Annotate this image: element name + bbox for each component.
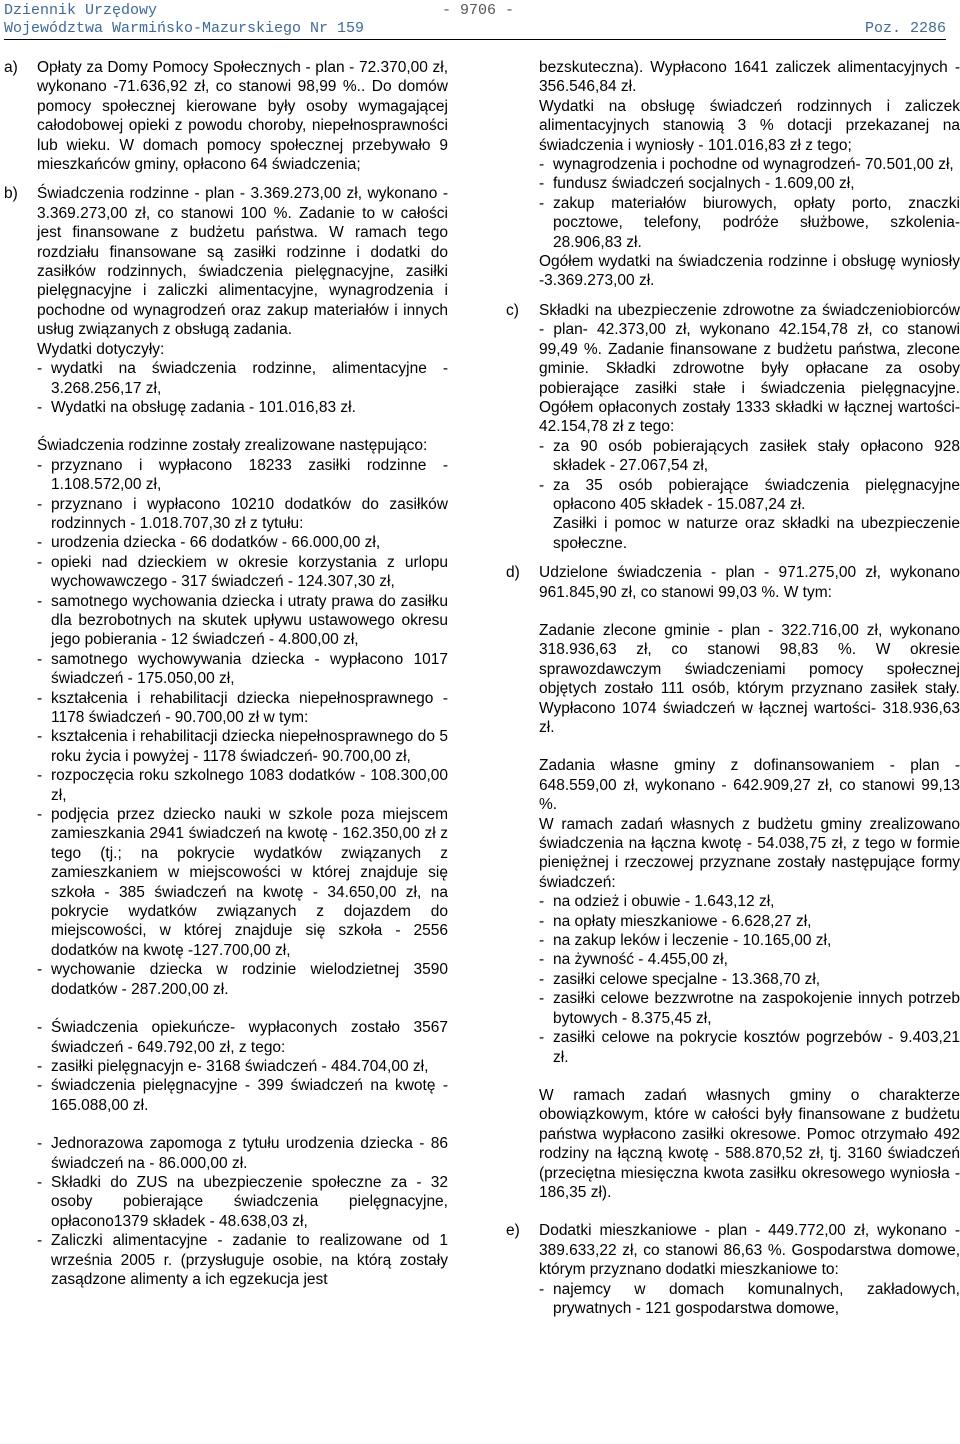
item-label: c) xyxy=(506,301,519,319)
list-item: - wydatki na świadczenia rodzinne, alimentacyjne - 3.268.256,17 zł, xyxy=(37,360,448,397)
list-item: - za 35 osób pobierające świadczenia pielęgnacyjne opłacono 405 składek - 15.087,24 zł. xyxy=(539,476,960,513)
list-item: - wychowanie dziecka w rodzinie wielodzietnej 3590 dodatków - 287.200,00 zł. xyxy=(37,961,448,998)
list-item: - na opłaty mieszkaniowe - 6.628,27 zł, xyxy=(539,912,812,930)
list-item: - opieki nad dzieckiem w okresie korzystania z urlopu wychowawczego - 317 świadczeń - 124.307,30 zł, xyxy=(37,553,448,591)
item-d xyxy=(506,563,960,602)
list-item: - Składki do ZUS na ubezpieczenie społeczne za - 32 osoby pobierające świadczenia pielęgnacyjne, opłacono1379 składek - 48.638,03 zł, xyxy=(37,1173,448,1230)
list-item: - na zakup leków i leczenie - 10.165,00 zł, xyxy=(539,932,832,950)
list-item: - za 90 osób pobierających zasiłek stały opłacono 928 składek - 27.067,54 zł, xyxy=(539,437,960,475)
list-item: - na odzież i obuwie - 1.643,12 zł, xyxy=(539,893,775,911)
list-item: - zasiłki celowe na pokrycie kosztów pogrzebów - 9.403,21 zł. xyxy=(539,1029,960,1066)
list-item: - Wydatki na obsługę zadania - 101.016,83 zł. xyxy=(37,398,356,416)
list-item: - Jednorazowa zapomoga z tytułu urodzenia dziecka - 86 świadczeń na - 86.000,00 zł. xyxy=(37,1135,448,1172)
journal-title: Dziennik Urzędowy xyxy=(4,2,158,19)
item-a xyxy=(4,58,448,174)
list-item: - zakup materiałów biurowych, opłaty porto, znaczki pocztowe, telefony, podróże służbowe, szkolenia- 28.906,83 zł. xyxy=(539,194,960,251)
list-item: - Świadczenia opiekuńcze- wypłaconych zostało 3567 świadczeń - 649.792,00 zł, z tego: xyxy=(37,1019,448,1056)
left-column xyxy=(4,58,448,1289)
paragraph: Ogółem wydatki na świadczenia rodzinne i obsługę wyniosły -3.369.273,00 zł. xyxy=(539,253,960,290)
item-text: Składki na ubezpieczenie zdrowotne za świadczeniobiorców - plan- 42.373,00 zł, wykonano 42.154,78 zł, co stanowi 99,49 %. Zadanie finansowane z budżetu państwa, zlecone gminie. Składki zdrowotne były opłacane za osoby pobierające zasiłki stałe i świadczenia pielęgnacyjne. Ogółem opłaconych zostały 1333 składki w łącznej wartości- 42.154,78 zł z tego: xyxy=(539,301,960,436)
paragraph: Wydatki dotyczyły: xyxy=(37,340,165,358)
position-number: Poz. 2286 xyxy=(864,20,946,37)
paragraph: Zadania własne gminy z dofinansowaniem - plan - 648.559,00 zł, wykonano - 642.909,27 zł, co stanowi 99,13 %. xyxy=(539,757,960,814)
list-item: - samotnego wychowywania dziecka - wypłacono 1017 świadczeń - 175.050,00 zł, xyxy=(37,650,448,688)
item-label: b) xyxy=(4,185,18,203)
item-e xyxy=(506,1221,960,1279)
list-item: - fundusz świadczeń socjalnych - 1.609,00 zł, xyxy=(539,175,855,193)
page-number: - 9706 - xyxy=(442,2,515,19)
paragraph: Zadanie zlecone gminie - plan - 322.716,00 zł, wykonano 318.936,63 zł, co stanowi 98,83 %. W okresie sprawozdawczym świadczeniami pomocy społecznej objętych zostało 111 osób, którym przyznano zasiłek stały. Wypłacono 1074 świadczeń w łącznej wartości- 318.936,63 zł. xyxy=(539,621,960,736)
right-column xyxy=(506,58,960,1318)
item-b xyxy=(4,184,448,339)
list-item: - kształcenia i rehabilitacji dziecka niepełnosprawnego - 1178 świadczeń - 90.700,00 zł w tym: xyxy=(37,689,448,726)
page-header xyxy=(0,0,960,40)
item-label: e) xyxy=(506,1222,520,1240)
item-text: Świadczenia rodzinne - plan - 3.369.273,00 zł, wykonano - 3.369.273,00 zł, co stanowi 100 %. Zadanie to w całości jest finansowane z budżetu państwa. W ramach tego rozdziału finansowane są zasiłki rodzinne i dodatki do zasiłków rodzinnych, świadczenia pielęgnacyjne, zasiłki pielęgnacyjne i zaliczki alimentacyjne, wynagrodzenia i pochodne od wynagrodzeń oraz zakup materiałów i innych usług związanych z obsługą zadania. xyxy=(37,185,448,339)
header-divider xyxy=(4,39,946,40)
item-label: d) xyxy=(506,564,520,582)
item-c xyxy=(506,301,960,437)
paragraph: bezskuteczna). Wypłacono 1641 zaliczek alimentacyjnych - 356.546,84 zł. xyxy=(539,59,960,96)
list-item: - przyznano i wypłacono 10210 dodatków do zasiłków rodzinnych - 1.018.707,30 zł z tytułu: xyxy=(37,495,448,532)
paragraph: W ramach zadań własnych gminy o charakterze obowiązkowym, które w całości były finansowane z budżetu państwa wypłacono zasiłki okresowe. Pomoc otrzymało 492 rodziny na łączną kwotę - 588.870,52 zł, tj. 3160 świadczeń (przeciętna miesięczna kwota zasiłku okresowego wyniosła - 186,35 zł). xyxy=(539,1086,960,1201)
list-item: - zasiłki pielęgnacyjn e- 3168 świadczeń - 484.704,00 zł, xyxy=(37,1057,429,1075)
paragraph: Świadczenia rodzinne zostały zrealizowane następująco: xyxy=(37,437,428,455)
list-item: Zasiłki i pomoc w naturze oraz składki na ubezpieczenie społeczne. xyxy=(553,515,960,552)
item-label: a) xyxy=(4,59,18,76)
list-item: - świadczenia pielęgnacyjne - 399 świadczeń na kwotę - 165.088,00 zł. xyxy=(37,1077,448,1114)
list-item: - przyznano i wypłacono 18233 zasiłki rodzinne - 1.108.572,00 zł, xyxy=(37,456,448,494)
item-text: Dodatki mieszkaniowe - plan - 449.772,00 zł, wykonano - 389.633,22 zł, co stanowi 86,63 %. Gospodarstwa domowe, którym przyznano dodatki mieszkaniowe to: xyxy=(539,1222,960,1279)
list-item: - zasiłki celowe bezzwrotne na zaspokojenie innych potrzeb bytowych - 8.375,45 zł, xyxy=(539,990,960,1027)
list-item: - samotnego wychowania dziecka i utraty prawa do zasiłku dla bezrobotnych na skutek upływu ustawowego okresu jego pobierania - 12 świadczeń - 4.800,00 zł, xyxy=(37,592,448,649)
list-item: - rozpoczęcia roku szkolnego 1083 dodatków - 108.300,00 zł, xyxy=(37,767,448,804)
item-text: Opłaty za Domy Pomocy Społecznych - plan - 72.370,00 zł, wykonano -71.636,92 zł, co stanowi 98,99 %.. Do domów pomocy społecznej kierowane były osoby wymagającej całodobowej opieki z powodu choroby, niepełnosprawności lub wieku. W domach pomocy społecznej przebywało 9 mieszkańców gminy, opłacono 64 świadczenia; xyxy=(37,59,448,174)
list-item: - najemcy w domach komunalnych, zakładowych, prywatnych - 121 gospodarstwa domowe, xyxy=(539,1280,960,1317)
list-item: - na żywność - 4.455,00 zł, xyxy=(539,951,728,969)
list-item: - podjęcia przez dziecko nauki w szkole poza miejscem zamieszkania 2941 świadczeń na kwotę - 162.350,00 zł z tego (tj.; na pokrycie wydatków związanych z zamieszkaniem w miejscowości w której znajduje się szkoła - 385 świadczeń na kwotę - 34.650,00 zł, na pokrycie wydatków związanych z dojazdem do miejscowości, w której znajduje się szkoła - 2556 dodatków na kwotę -127.700,00 zł, xyxy=(37,806,448,959)
paragraph: Wydatki na obsługę świadczeń rodzinnych i zaliczek alimentacyjnych stanowią 3 % dotacji przekazanej na świadczenia i wyniosły - 101.016,83 zł z tego; xyxy=(539,97,960,154)
journal-issue: Województwa Warmińsko-Mazurskiego Nr 159 xyxy=(4,20,365,37)
list-item: - kształcenia i rehabilitacji dziecka niepełnosprawnego do 5 roku życia i powyżej - 1178 świadczeń- 90.700,00 zł, xyxy=(37,728,448,765)
list-item: - zasiłki celowe specjalne - 13.368,70 zł, xyxy=(539,970,821,988)
item-text: Udzielone świadczenia - plan - 971.275,00 zł, wykonano 961.845,90 zł, co stanowi 99,03 %. W tym: xyxy=(539,564,960,601)
list-item: - wynagrodzenia i pochodne od wynagrodzeń- 70.501,00 zł, xyxy=(539,156,954,174)
paragraph: W ramach zadań własnych z budżetu gminy zrealizowano świadczenia na łączna kwotę - 54.038,75 zł, z tego w formie pieniężnej i rzeczowej przyznane zostały następujące formy świadczeń: xyxy=(539,815,960,891)
list-item: - urodzenia dziecka - 66 dodatków - 66.000,00 zł, xyxy=(37,534,381,552)
list-item: - Zaliczki alimentacyjne - zadanie to realizowane od 1 września 2005 r. (przysługuje osobie, na którą zostały zasądzone alimenty a ich egzekucja jest xyxy=(37,1232,448,1288)
